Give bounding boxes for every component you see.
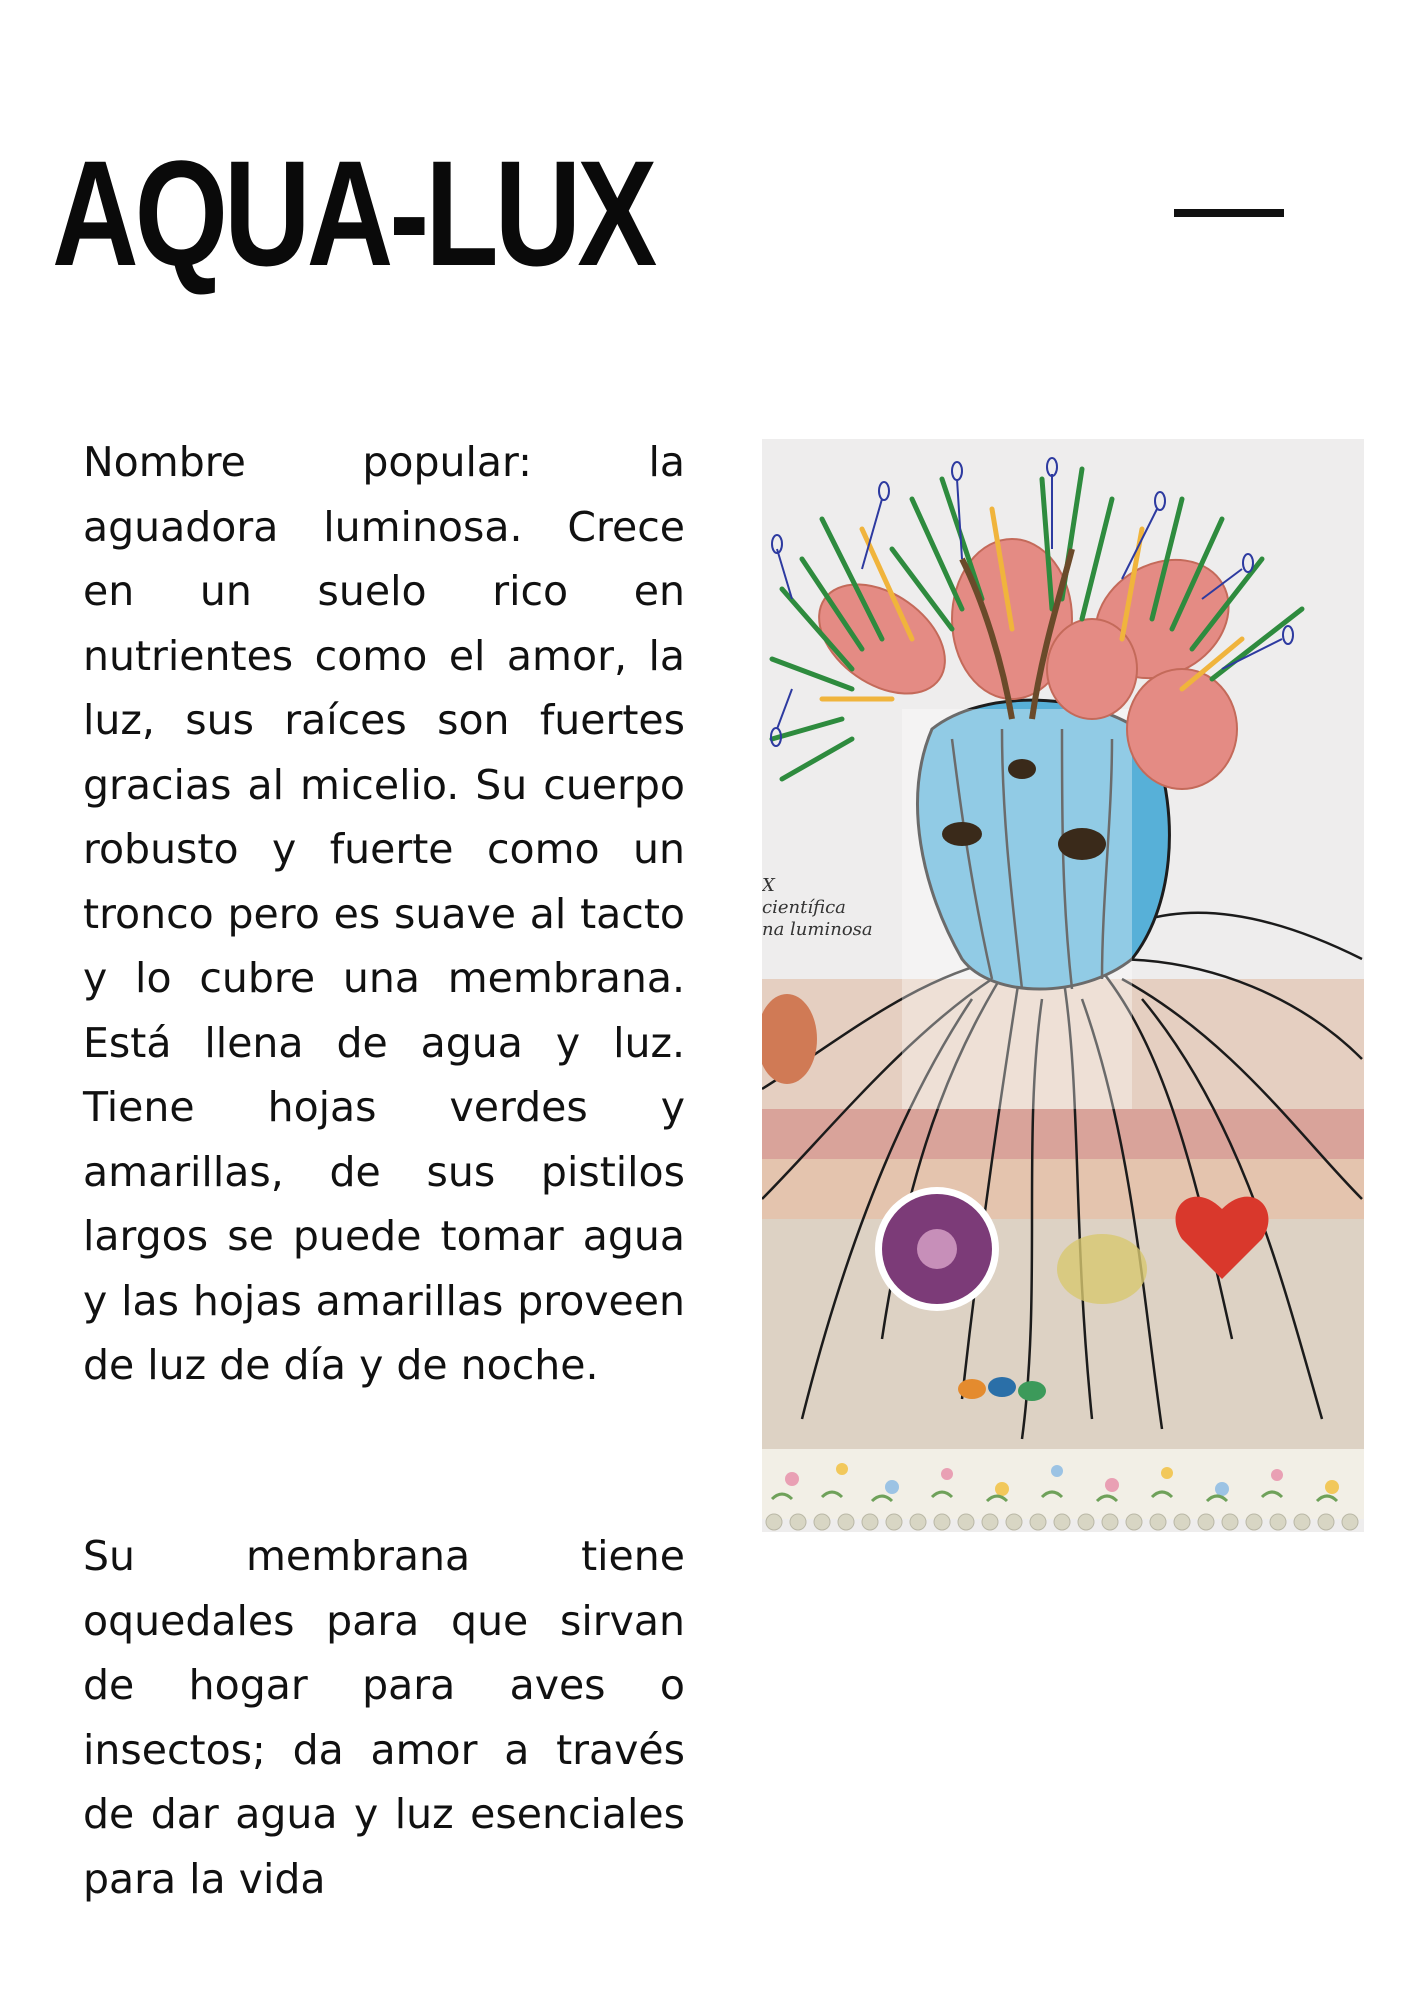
handwriting-line-1: X — [762, 875, 775, 896]
purple-flower — [875, 1187, 999, 1311]
membrane-paragraph: Su membrana tiene oquedales para que sirvan de hogar para aves o insectos; da amor a través de dar agua y luz esenciales para la vida — [83, 1532, 685, 1903]
description-paragraph: Nombre popular: la aguadora luminosa. Crece en un suelo rico en nutrientes como el amor, la luz, sus raíces son fuertes gracias al micelio. Su cuerpo robusto y fuerte como un tronco pero es suave al tacto y lo cubre una membrana. Está llena de agua y luz. Tiene hojas verdes y amarillas, de sus pistilos largos se puede tomar agua y las hojas amarillas proveen de luz de día y de noche. — [83, 438, 685, 1389]
hollow — [1008, 759, 1036, 779]
header-dash — [1174, 209, 1284, 217]
page-title: AQUA-LUX — [52, 129, 654, 297]
plant-illustration — [762, 439, 1364, 1532]
hollow — [942, 822, 982, 846]
handwriting-line-2: científica — [762, 897, 846, 918]
hollow — [1058, 828, 1106, 860]
plant-drawing — [762, 439, 1364, 1532]
yellow-flower — [1057, 1234, 1147, 1304]
handwriting-line-3: na luminosa — [762, 919, 873, 940]
